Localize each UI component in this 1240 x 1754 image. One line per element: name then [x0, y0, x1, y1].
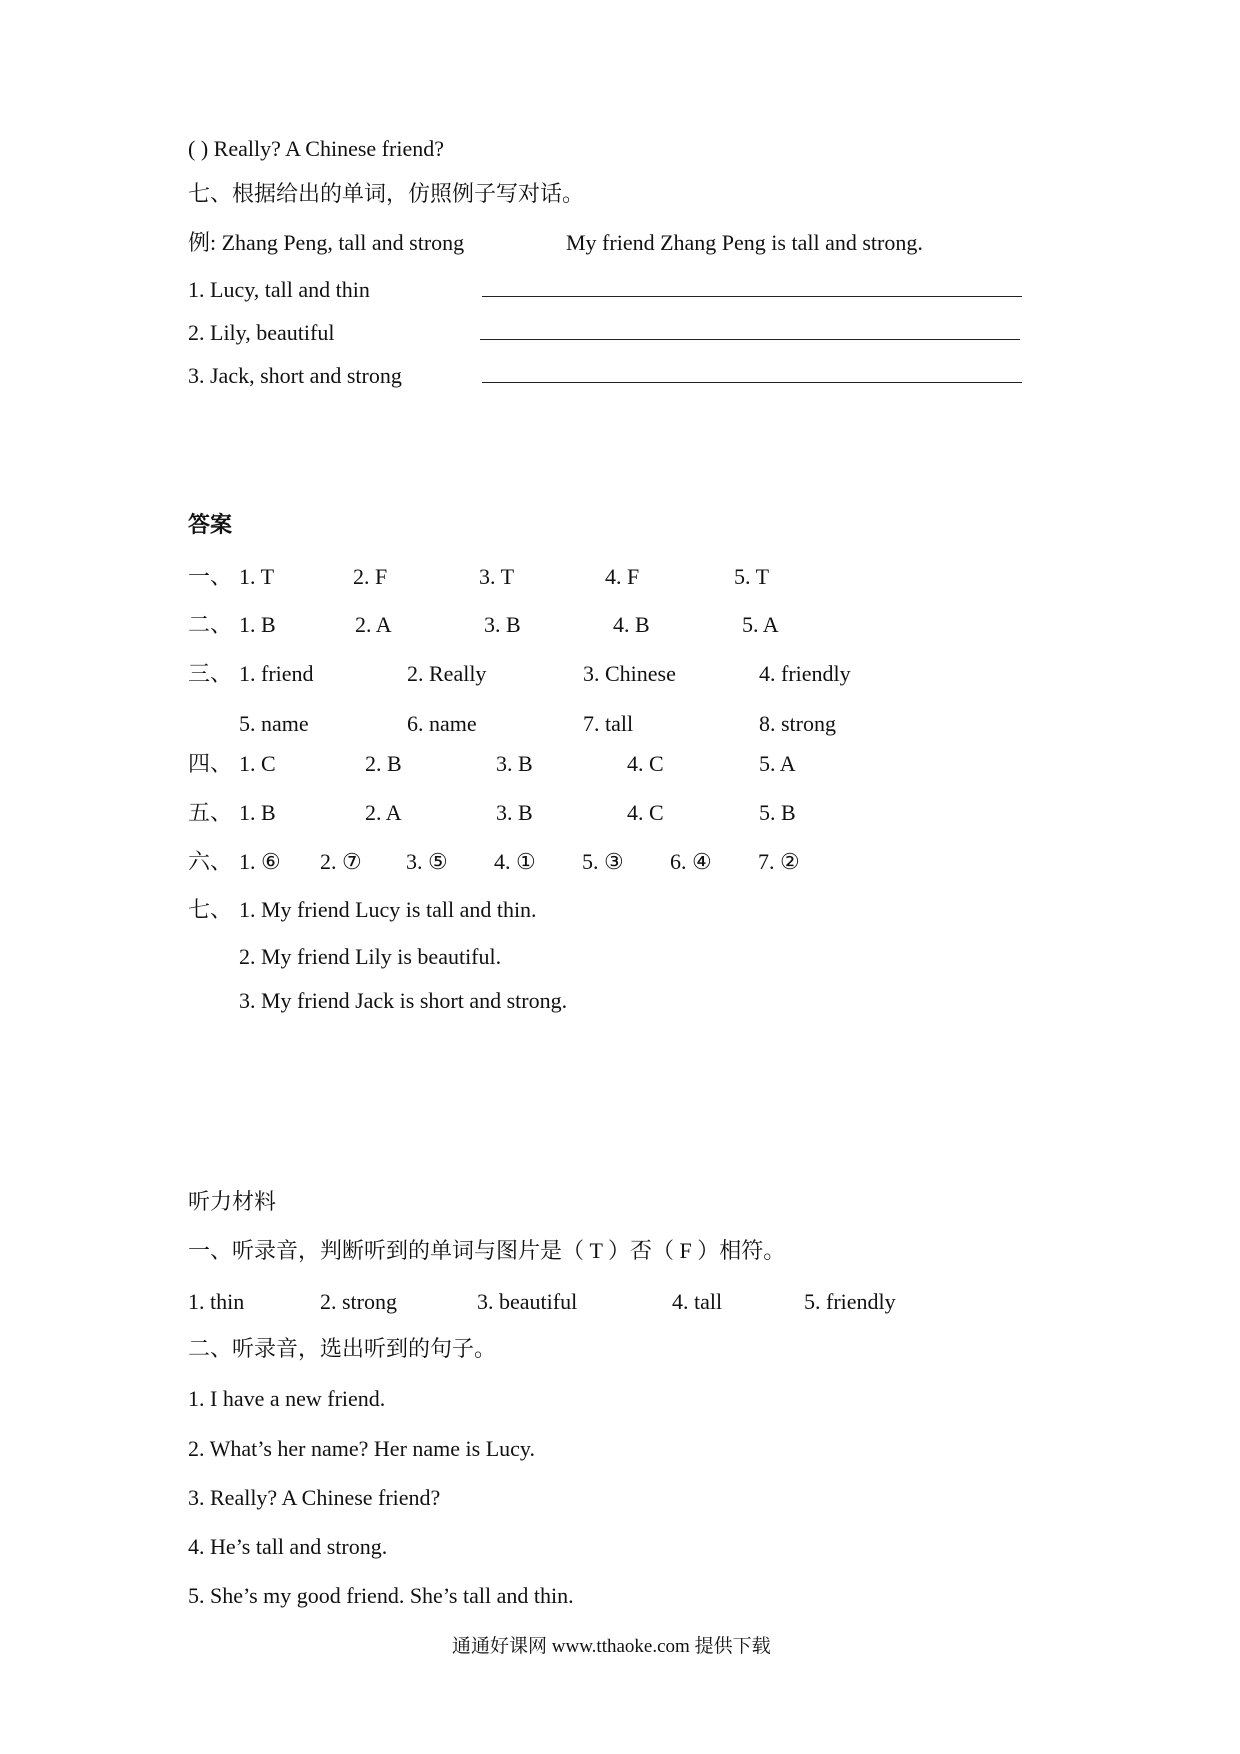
answers-s7-item: 2. My friend Lily is beautiful. [239, 944, 502, 969]
answer-blank-1[interactable] [482, 296, 1022, 297]
answers-s5-label: 五、 [188, 800, 233, 825]
listening-s1-item: 1. thin [188, 1289, 245, 1314]
answers-s3-item: 7. tall [583, 711, 634, 736]
answers-s6-item: 6. ④ [670, 849, 712, 874]
q6-last-line: ( ) Really? A Chinese friend? [188, 136, 444, 161]
answer-blank-2[interactable] [480, 339, 1020, 340]
answers-s7-item: 3. My friend Jack is short and strong. [239, 988, 568, 1013]
answers-s7-item: 1. My friend Lucy is tall and thin. [239, 897, 537, 922]
answers-s3-item: 8. strong [759, 711, 836, 736]
listening-s1-item: 4. tall [672, 1289, 723, 1314]
answers-s4-item: 5. A [759, 751, 796, 776]
answers-s4-item: 1. C [239, 751, 276, 776]
answers-s1-item: 3. T [479, 564, 515, 589]
answers-s5-item: 4. C [627, 800, 664, 825]
answers-s5-item: 5. B [759, 800, 796, 825]
answers-s2-item: 2. A [355, 612, 392, 637]
listening-s2-item: 2. What’s her name? Her name is Lucy. [188, 1436, 535, 1461]
answers-s2-item: 1. B [239, 612, 276, 637]
listening-s1-title: 一、听录音，判断听到的单词与图片是（ T ）否（ F ）相符。 [188, 1238, 786, 1263]
answers-s1-label: 一、 [188, 564, 233, 589]
answers-s2-item: 3. B [484, 612, 521, 637]
listening-s1-item: 5. friendly [804, 1289, 896, 1314]
answers-s4-label: 四、 [188, 751, 233, 776]
answers-s3-item: 2. Really [407, 661, 487, 686]
answers-s4-item: 4. C [627, 751, 664, 776]
section7-title: 七、根据给出的单词，仿照例子写对话。 [188, 181, 585, 206]
answers-s3-item: 4. friendly [759, 661, 851, 686]
answers-s3-item: 6. name [407, 711, 477, 736]
answers-s6-item: 3. ⑤ [406, 849, 448, 874]
answers-s6-item: 2. ⑦ [320, 849, 362, 874]
answers-s5-item: 3. B [496, 800, 533, 825]
answers-s6-item: 4. ① [494, 849, 536, 874]
answers-s1-item: 4. F [605, 564, 640, 589]
answer-blank-3[interactable] [482, 382, 1022, 383]
listening-s2-item: 3. Really? A Chinese friend? [188, 1485, 441, 1510]
listening-s1-item: 2. strong [320, 1289, 397, 1314]
answers-heading: 答案 [188, 512, 233, 537]
answers-s5-item: 2. A [365, 800, 402, 825]
section7-item-1: 1. Lucy, tall and thin [188, 277, 370, 302]
listening-s2-item: 1. I have a new friend. [188, 1386, 386, 1411]
answers-s5-item: 1. B [239, 800, 276, 825]
answers-s4-item: 3. B [496, 751, 533, 776]
answers-s6-item: 1. ⑥ [239, 849, 281, 874]
answers-s1-item: 1. T [239, 564, 275, 589]
answers-s3-item: 1. friend [239, 661, 314, 686]
answers-s2-item: 4. B [613, 612, 650, 637]
answers-s1-item: 5. T [734, 564, 770, 589]
listening-s2-item: 4. He’s tall and strong. [188, 1534, 388, 1559]
answers-s3-item: 5. name [239, 711, 309, 736]
answers-s6-item: 5. ③ [582, 849, 624, 874]
answers-s2-item: 5. A [742, 612, 779, 637]
answers-s4-item: 2. B [365, 751, 402, 776]
section7-example-prompt: 例: Zhang Peng, tall and strong [188, 230, 465, 255]
answers-s1-item: 2. F [353, 564, 388, 589]
answers-s6-label: 六、 [188, 849, 233, 874]
section7-item-2: 2. Lily, beautiful [188, 320, 335, 345]
listening-s1-item: 3. beautiful [477, 1289, 578, 1314]
answers-s2-label: 二、 [188, 612, 233, 637]
section7-item-3: 3. Jack, short and strong [188, 363, 402, 388]
section7-example-answer: My friend Zhang Peng is tall and strong. [566, 230, 923, 255]
answers-s6-item: 7. ② [758, 849, 800, 874]
listening-s2-item: 5. She’s my good friend. She’s tall and thin. [188, 1583, 574, 1608]
page-footer: 通通好课网 www.tthaoke.com 提供下载 [452, 1636, 771, 1657]
listening-s2-title: 二、听录音，选出听到的句子。 [188, 1336, 497, 1361]
answers-s3-label: 三、 [188, 661, 233, 686]
answers-s3-item: 3. Chinese [583, 661, 676, 686]
listening-heading: 听力材料 [188, 1189, 277, 1214]
answers-s7-label: 七、 [188, 897, 233, 922]
